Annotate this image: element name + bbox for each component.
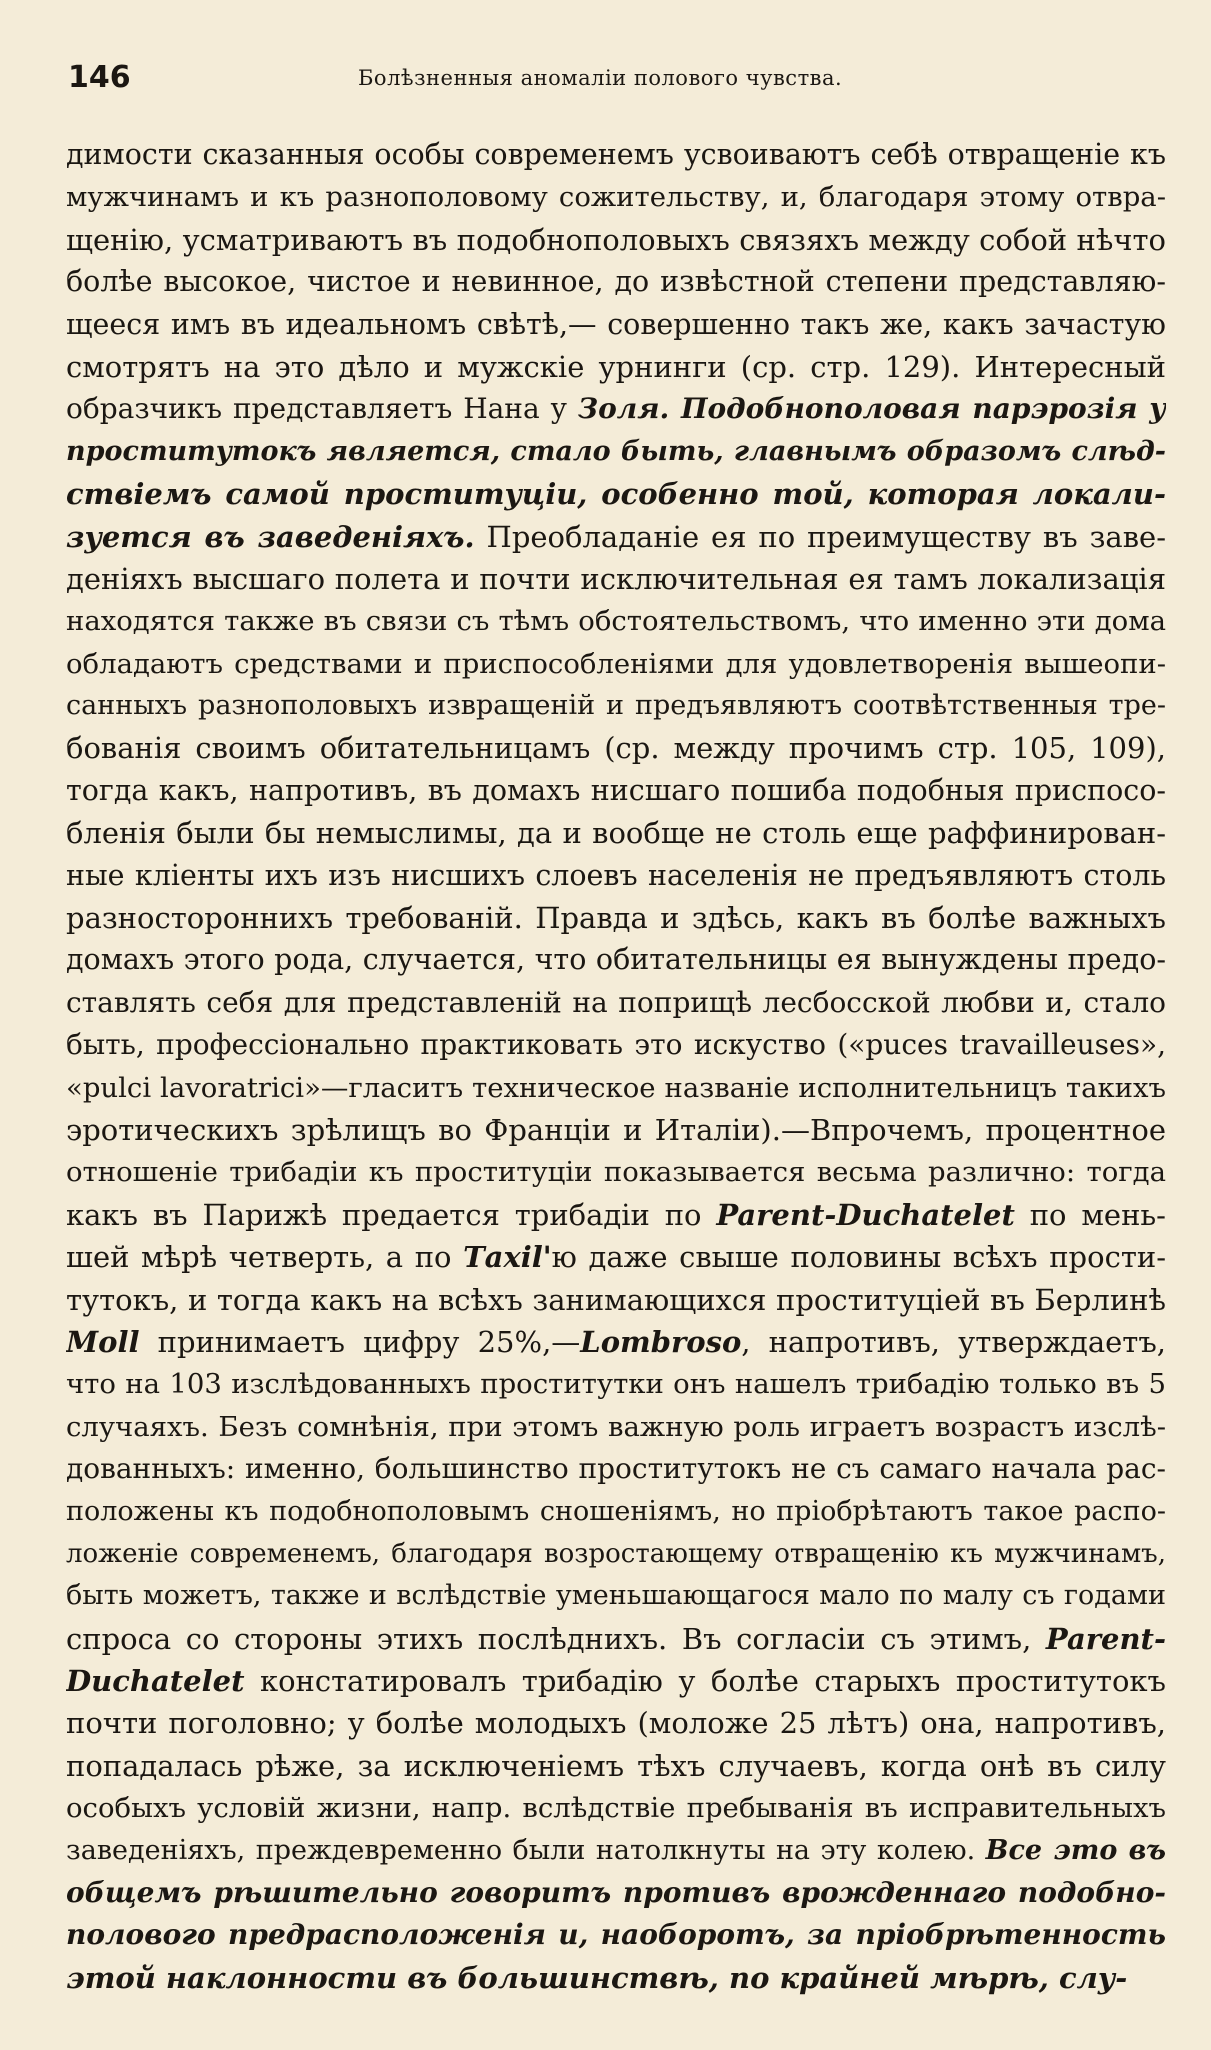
text-segment: дованныхъ: именно, большинство проститутокъ не съ самаго начала рас- (66, 1452, 1166, 1486)
emphasized-text: общемъ рѣшительно говоритъ противъ врожденнаго подобно- (66, 1876, 1166, 1910)
emphasized-text: этой наклонности въ большинствѣ, по крайней мѣрѣ, слу- (66, 1960, 1128, 1995)
text-line (66, 346, 1166, 388)
text-line (66, 600, 1166, 642)
running-title: Болѣзненныя аномалiи полового чувства. (358, 66, 843, 90)
text-segment: образчикъ представляетъ Нана у (66, 392, 578, 426)
text-line (66, 1618, 1166, 1660)
text-line (66, 1448, 1166, 1490)
text-line (66, 1914, 1166, 1956)
text-line (66, 1957, 1166, 1999)
emphasized-text: Duchatelet (66, 1664, 245, 1699)
emphasized-text: Золя. Подобнополовая парэрозiя у (577, 392, 1166, 426)
text-segment: принимаетъ цифру 25%,— (139, 1324, 581, 1359)
text-segment: мужчинамъ и къ разнополовому сожительству, и, благодаря этому отвра- (66, 181, 1166, 214)
text-line (66, 1660, 1166, 1702)
text-segment: спроса со стороны этихъ послѣднихъ. Въ согласiи съ этимъ, (66, 1621, 1046, 1656)
text-line (66, 1533, 1166, 1575)
text-segment: «pulci lavoratrici»—гласитъ техническое названiе исполнительницъ такихъ (66, 1071, 1166, 1104)
text-line (66, 304, 1166, 346)
emphasized-text: Lombroso (580, 1324, 742, 1359)
text-segment: шей мѣрѣ четверть, а по (66, 1240, 464, 1275)
text-line (66, 134, 1166, 176)
emphasized-text: ствiемъ самой проституцiи, особенно той, которая локали- (66, 477, 1166, 512)
text-line (66, 431, 1166, 473)
text-line (66, 1575, 1166, 1617)
text-segment: быть, профессiонально практиковать это искуство («puces travailleuses», (66, 1028, 1166, 1062)
text-segment: денiяхъ высшаго полета и почти исключительная ея тамъ локализацiя (66, 561, 1166, 596)
text-segment: ные клiенты ихъ изъ нисшихъ слоевъ населенiя не предъявляютъ столь (66, 858, 1166, 892)
text-line (66, 1406, 1166, 1448)
text-line (66, 770, 1166, 812)
text-segment: заведенiяхъ, преждевременно были натолкнуты на эту колею. (66, 1834, 986, 1866)
text-line (66, 685, 1166, 727)
text-segment: тогда какъ, напротивъ, въ домахъ нисшаго пошиба подобныя приспосо- (66, 773, 1166, 807)
text-line (66, 176, 1166, 218)
text-line (66, 1109, 1166, 1151)
text-segment: , напротивъ, утверждаетъ, (741, 1324, 1166, 1359)
page-number: 146 (68, 60, 131, 95)
text-segment: ставлять себя для представленiй на поприщѣ лесбосской любви и, стало (66, 985, 1166, 1019)
text-line (66, 1236, 1166, 1278)
text-segment: по мень- (1014, 1197, 1166, 1232)
emphasized-text: Parent- (1045, 1621, 1166, 1656)
text-line (66, 897, 1166, 939)
text-segment: особыхъ условiй жизни, напр. вслѣдствiе пребыванiя въ исправительныхъ (66, 1792, 1166, 1825)
text-segment: бленiя были бы немыслимы, да и вообще не столь еще раффинирован- (66, 816, 1166, 851)
text-line (66, 812, 1166, 854)
text-line (66, 1321, 1166, 1363)
text-line (66, 1872, 1166, 1914)
text-line (66, 1787, 1166, 1829)
text-segment: ю даже свыше половины всѣхъ прости- (551, 1240, 1166, 1275)
text-line (66, 558, 1166, 600)
text-line (66, 261, 1166, 303)
emphasized-text: Moll (66, 1324, 140, 1359)
text-segment: смотрятъ на это дѣло и мужскiе урнинги (ср. стр. 129). Интересный (66, 349, 1166, 384)
text-line (66, 1830, 1166, 1872)
text-segment: какъ въ Парижѣ предается трибадiи по (66, 1197, 717, 1232)
text-segment: отношенiе трибадiи къ проституцiи показывается весьма различно: тогда (66, 1156, 1166, 1189)
text-segment: щееся имъ въ идеальномъ свѣтѣ,— совершенно такъ же, какъ зачастую (66, 307, 1166, 341)
text-line (66, 1151, 1166, 1193)
body-text (66, 134, 1166, 1999)
text-segment: санныхъ разнополовыхъ извращенiй и предъявляютъ соотвѣтственныя тре- (66, 690, 1166, 722)
page-header (68, 60, 1168, 100)
emphasized-text: полового предрасположенiя и, наоборотъ, за прiобрѣтенность (66, 1918, 1166, 1952)
emphasized-text: зуется въ заведенiяхъ. (66, 519, 475, 554)
text-line (66, 1279, 1166, 1321)
text-segment: находятся также въ связи съ тѣмъ обстоятельствомъ, что именно эти дома (66, 605, 1166, 638)
text-segment: что на 103 изслѣдованныхъ проститутки онъ нашелъ трибадiю только въ 5 (66, 1368, 1166, 1401)
emphasized-text: Parent-Duchatelet (716, 1197, 1015, 1232)
text-line (66, 727, 1166, 769)
text-segment: обладаютъ средствами и приспособленiями для удовлетворенiя вышеопи- (66, 647, 1166, 680)
text-line (66, 1194, 1166, 1236)
emphasized-text: Все это въ (985, 1834, 1166, 1866)
text-line (66, 982, 1166, 1024)
text-line (66, 1491, 1166, 1533)
text-segment: констатировалъ трибадiю у болѣе старыхъ проститутокъ (244, 1664, 1166, 1699)
text-line (66, 1702, 1166, 1744)
text-segment: попадалась рѣже, за исключенiемъ тѣхъ случаевъ, когда онѣ въ силу (66, 1748, 1166, 1783)
text-segment: болѣе высокое, чистое и невинное, до извѣстной степени представляю- (66, 265, 1166, 299)
text-segment: Преобладанiе ея по преимуществу въ заве- (474, 519, 1166, 554)
text-segment: положены къ подобнополовымъ сношенiямъ, но прiобрѣтаютъ такое распо- (66, 1495, 1166, 1527)
text-segment: тутокъ, и тогда какъ на всѣхъ занимающихся проституцiей въ Берлинѣ (66, 1282, 1166, 1317)
text-segment: почти поголовно; у болѣе молодыхъ (моложе 25 лѣтъ) она, напротивъ, (66, 1706, 1166, 1741)
text-line (66, 855, 1166, 897)
text-line (66, 1024, 1166, 1066)
text-segment: эротическихъ зрѣлищъ во Францiи и Италiи).—Впрочемъ, процентное (66, 1112, 1166, 1147)
text-segment: бованiя своимъ обитательницамъ (ср. между прочимъ стр. 105, 109), (66, 731, 1166, 766)
emphasized-text: проститутокъ является, стало быть, главнымъ образомъ слѣд- (66, 435, 1166, 467)
text-segment: быть можетъ, также и вслѣдствiе уменьшающагося мало по малу съ годами (66, 1580, 1166, 1612)
text-segment: случаяхъ. Безъ сомнѣнiя, при этомъ важную роль играетъ возрастъ изслѣ- (66, 1410, 1166, 1443)
emphasized-text: Тaxil' (463, 1240, 552, 1275)
text-line (66, 1745, 1166, 1787)
text-segment: димости сказанныя особы современемъ усвоиваютъ себѣ отвращенiе къ (66, 138, 1166, 171)
text-line (66, 516, 1166, 558)
text-line (66, 939, 1166, 981)
text-line (66, 219, 1166, 261)
text-line (66, 643, 1166, 685)
text-line (66, 473, 1166, 515)
text-line (66, 388, 1166, 430)
text-line (66, 1363, 1166, 1405)
text-segment: ложенiе современемъ, благодаря возростающему отвращенiю къ мужчинамъ, (66, 1538, 1166, 1569)
text-segment: щенiю, усматриваютъ въ подобнополовыхъ связяхъ между собой нѣчто (66, 222, 1166, 257)
text-segment: разностороннихъ требованiй. Правда и здѣсь, какъ въ болѣе важныхъ (66, 901, 1166, 936)
text-segment: домахъ этого рода, случается, что обитательницы ея вынуждены предо- (66, 943, 1166, 977)
text-line (66, 1067, 1166, 1109)
